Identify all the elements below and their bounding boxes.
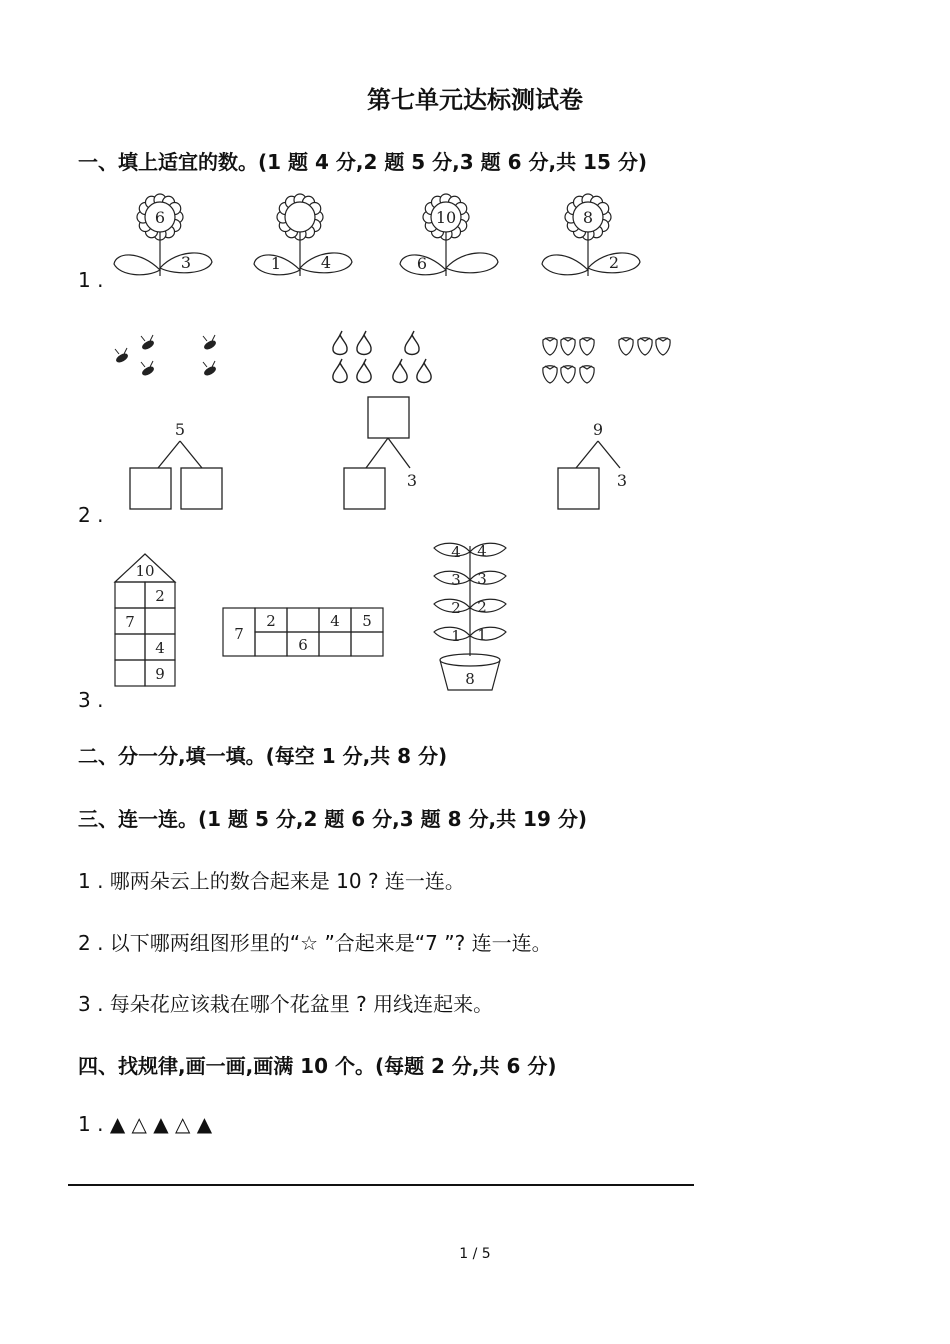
flower-2 (254, 194, 352, 276)
svg-text:4: 4 (155, 639, 165, 657)
number-tree-2 (344, 397, 417, 509)
svg-text:5: 5 (174, 420, 186, 439)
train-cell[interactable] (351, 632, 383, 656)
section2-heading: 二、分一分,填一填。(每空 1 分,共 8 分) (78, 744, 448, 768)
section4-q1-label: 1 . (78, 1112, 104, 1136)
strawberry-group-icon (543, 338, 670, 383)
house-cell[interactable] (145, 608, 175, 634)
answer-box[interactable] (558, 468, 599, 509)
flower-left-number: 6 (416, 254, 428, 273)
svg-text:4: 4 (330, 612, 340, 630)
leaf-number: 2 (477, 598, 487, 616)
q3-label: 3 . (78, 688, 104, 712)
train-cell[interactable] (287, 608, 319, 632)
house-roof-number: 10 (135, 562, 155, 580)
answer-box[interactable] (344, 468, 385, 509)
svg-text:6: 6 (298, 636, 308, 654)
flower-center-number: 10 (435, 208, 457, 227)
section3-heading: 三、连一连。(1 题 5 分,2 题 6 分,3 题 8 分,共 19 分) (78, 807, 587, 831)
leaf-number: 3 (451, 571, 461, 589)
leaf-number: 2 (451, 599, 461, 617)
flower-1 (114, 194, 212, 276)
q1-label: 1 . (78, 268, 104, 292)
leaf-number: 4 (477, 542, 487, 560)
answer-box[interactable] (181, 468, 222, 509)
triangle-pattern: ▲ △ ▲ △ ▲ (109, 1112, 213, 1136)
house-cell[interactable] (115, 582, 145, 608)
flower-3 (400, 194, 498, 276)
page-title: 第七单元达标测试卷 (367, 86, 583, 114)
flower-right-number: 2 (608, 253, 620, 272)
flower-center-number: 6 (154, 208, 166, 227)
answer-line (68, 1184, 694, 1186)
bee-group-icon (115, 335, 217, 377)
svg-text:2: 2 (266, 612, 276, 630)
flower-right-number: 4 (320, 253, 332, 272)
svg-text:3: 3 (616, 471, 628, 490)
flower-number-figures (100, 190, 660, 282)
svg-text:7: 7 (234, 625, 244, 643)
split-tree-figures (100, 325, 720, 520)
leaf-number: 1 (451, 627, 461, 645)
q2-label: 2 . (78, 503, 104, 527)
answer-box[interactable] (130, 468, 171, 509)
leaf-number: 3 (477, 570, 487, 588)
pot-number: 8 (465, 670, 475, 688)
house-cell[interactable] (115, 634, 145, 660)
section3-q3: 3 . 每朵花应该栽在哪个花盆里 ? 用线连起来。 (78, 992, 494, 1016)
answer-box[interactable] (368, 397, 409, 438)
section4-q1 (78, 1112, 212, 1136)
svg-text:5: 5 (362, 612, 372, 630)
svg-text:9: 9 (155, 665, 165, 683)
leaf-number: 1 (477, 626, 487, 644)
pear-group-icon (333, 331, 431, 383)
section1-heading: 一、填上适宜的数。(1 题 4 分,2 题 5 分,3 题 6 分,共 15 分) (78, 150, 647, 174)
flower-4 (542, 194, 640, 276)
svg-text:7: 7 (125, 613, 135, 631)
svg-text:3: 3 (406, 471, 418, 490)
leaf-number: 4 (451, 543, 461, 561)
flower-center-number: 8 (582, 208, 594, 227)
svg-text:9: 9 (592, 420, 604, 439)
svg-text:2: 2 (155, 587, 165, 605)
section3-q1: 1 . 哪两朵云上的数合起来是 10 ? 连一连。 (78, 869, 465, 893)
number-sequence-figures (100, 538, 520, 698)
section4-heading: 四、找规律,画一画,画满 10 个。(每题 2 分,共 6 分) (78, 1054, 557, 1078)
house-cell[interactable] (115, 660, 145, 686)
train-cell[interactable] (255, 632, 287, 656)
page-number: 1 / 5 (459, 1246, 491, 1262)
flower-right-number: 3 (180, 253, 192, 272)
section3-q2: 2 . 以下哪两组图形里的“☆ ”合起来是“7 ”? 连一连。 (78, 931, 552, 955)
number-tree-3 (558, 420, 627, 509)
number-tree-1 (130, 420, 222, 509)
flower-left-number: 1 (270, 254, 282, 273)
train-cell[interactable] (319, 632, 351, 656)
